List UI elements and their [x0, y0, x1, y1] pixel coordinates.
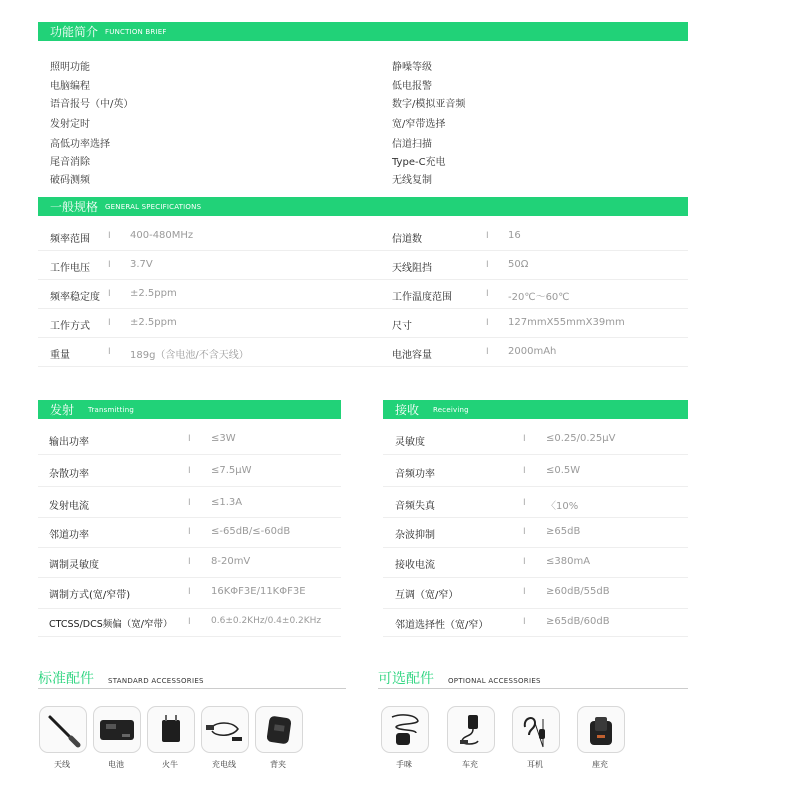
- spec-separator: I: [486, 318, 489, 328]
- accessory-caption: 充电线: [212, 760, 236, 769]
- standard-accessories-divider: [38, 688, 346, 689]
- rx-value: ≥60dB/55dB: [546, 586, 610, 597]
- feature-item: 破码测频: [50, 175, 90, 186]
- receiving-subtitle: Receiving: [433, 405, 469, 414]
- tx-label: 邻道功率: [49, 530, 89, 541]
- transmitting-header: [38, 400, 341, 419]
- spec-row: [38, 338, 688, 367]
- feature-item: 宽/窄带选择: [392, 119, 446, 130]
- car-charger-icon: [447, 706, 495, 753]
- spec-value: ±2.5ppm: [130, 317, 177, 328]
- general-specs-header: [38, 197, 688, 216]
- rx-value: ≥65dB/60dB: [546, 616, 610, 627]
- spec-label: 重量: [50, 350, 70, 361]
- spec-value: 16: [508, 230, 521, 241]
- rx-value: ≤380mA: [546, 556, 591, 567]
- tx-value: 0.6±0.2KHz/0.4±0.2KHz: [211, 616, 322, 626]
- feature-item: 数字/模拟亚音频: [392, 99, 466, 110]
- tx-label: 发射电流: [49, 501, 89, 512]
- spec-value: 50Ω: [508, 259, 529, 270]
- feature-item: Type-C充电: [392, 157, 446, 168]
- spec-label: 天线阻挡: [392, 263, 432, 274]
- feature-item: 信道扫描: [392, 139, 432, 150]
- optional-accessories-title: 可选配件: [378, 671, 434, 687]
- charger-adapter-icon: [147, 706, 195, 753]
- rx-label: 杂波抑制: [395, 530, 435, 541]
- tx-row: [38, 487, 341, 518]
- spec-value: 189g（含电池/不含天线）: [130, 350, 249, 361]
- tx-separator: I: [188, 498, 191, 508]
- accessory-caption: 座充: [592, 760, 608, 769]
- rx-label: 接收电流: [395, 560, 435, 571]
- accessory-caption: 耳机: [527, 760, 543, 769]
- spec-label: 尺寸: [392, 321, 412, 332]
- accessory-caption: 手咪: [396, 760, 412, 769]
- rx-row: [383, 424, 688, 455]
- rx-label: 邻道选择性（宽/窄）: [395, 620, 489, 631]
- optional-accessories-heading: [378, 668, 541, 688]
- spec-row: [38, 251, 688, 280]
- rx-label: 音频功率: [395, 469, 435, 480]
- tx-row: [38, 548, 341, 578]
- spec-separator: I: [486, 231, 489, 241]
- spec-row: [38, 280, 688, 309]
- tx-row: [38, 455, 341, 487]
- tx-value: ≤1.3A: [211, 497, 243, 508]
- spec-value: 127mmX55mmX39mm: [508, 317, 625, 328]
- antenna-icon: [39, 706, 87, 753]
- tx-label: 杂散功率: [49, 469, 89, 480]
- usb-cable-icon: [201, 706, 249, 753]
- battery-icon: [93, 706, 141, 753]
- rx-row: [383, 455, 688, 487]
- tx-separator: I: [188, 617, 191, 627]
- function-brief-subtitle: FUNCTION BRIEF: [105, 27, 167, 36]
- rx-row: [383, 609, 688, 637]
- rx-row: [383, 548, 688, 578]
- rx-separator: I: [523, 557, 526, 567]
- spec-value: 3.7V: [130, 259, 153, 270]
- tx-row: [38, 518, 341, 548]
- rx-label: 灵敏度: [395, 437, 425, 448]
- tx-separator: I: [188, 466, 191, 476]
- feature-item: 语音报号（中/英）: [50, 99, 134, 110]
- hand-mic-icon: [381, 706, 429, 753]
- tx-value: ≤-65dB/≤-60dB: [211, 526, 291, 537]
- transmitting-title: 发射: [50, 403, 75, 417]
- feature-item: 无线复制: [392, 175, 432, 186]
- accessory-caption: 背夹: [270, 760, 286, 769]
- receiving-header: [383, 400, 688, 419]
- accessory-caption: 车充: [462, 760, 478, 769]
- spec-label: 电池容量: [392, 350, 432, 361]
- function-brief-header: [38, 22, 688, 41]
- spec-label: 频率范围: [50, 234, 90, 245]
- spec-separator: I: [108, 347, 111, 357]
- earpiece-icon: [512, 706, 560, 753]
- accessory-caption: 火牛: [162, 760, 178, 769]
- rx-separator: I: [523, 587, 526, 597]
- spec-separator: I: [486, 289, 489, 299]
- rx-row: [383, 578, 688, 609]
- tx-label: 输出功率: [49, 437, 89, 448]
- tx-value: 8-20mV: [211, 556, 251, 567]
- spec-value: 400-480MHz: [130, 230, 194, 241]
- tx-value: ≤3W: [211, 433, 236, 444]
- receiving-title: 接收: [395, 403, 420, 417]
- spec-row: [38, 309, 688, 338]
- accessory-caption: 电池: [108, 760, 124, 769]
- tx-label: CTCSS/DCS频偏（宽/窄带）: [49, 619, 173, 630]
- standard-accessories-title: 标准配件: [38, 671, 94, 687]
- rx-separator: I: [523, 434, 526, 444]
- spec-row: [38, 222, 688, 251]
- spec-label: 信道数: [392, 234, 422, 245]
- rx-value: ≥65dB: [546, 526, 581, 537]
- spec-separator: I: [108, 289, 111, 299]
- rx-value: ≤0.5W: [546, 465, 581, 476]
- tx-separator: I: [188, 587, 191, 597]
- desktop-charger-icon: [577, 706, 625, 753]
- rx-label: 互调（宽/窄）: [395, 590, 459, 601]
- optional-accessories-subtitle: OPTIONAL ACCESSORIES: [448, 677, 541, 685]
- spec-separator: I: [486, 260, 489, 270]
- spec-label: 频率稳定度: [50, 292, 100, 303]
- general-specs-title: 一般规格: [50, 200, 99, 214]
- general-specs-subtitle: GENERAL SPECIFICATIONS: [105, 202, 202, 211]
- standard-accessories-heading: [38, 668, 204, 688]
- spec-value: -20℃～60℃: [508, 292, 570, 303]
- rx-separator: I: [523, 527, 526, 537]
- spec-separator: I: [486, 347, 489, 357]
- tx-separator: I: [188, 527, 191, 537]
- spec-label: 工作方式: [50, 321, 90, 332]
- belt-clip-icon: [255, 706, 303, 753]
- tx-separator: I: [188, 557, 191, 567]
- tx-label: 调制方式(宽/窄带): [49, 590, 131, 601]
- spec-value: ±2.5ppm: [130, 288, 177, 299]
- feature-item: 尾音消除: [50, 157, 90, 168]
- spec-separator: I: [108, 260, 111, 270]
- rx-row: [383, 518, 688, 548]
- feature-item: 低电报警: [392, 81, 432, 92]
- function-brief-title: 功能简介: [50, 25, 99, 39]
- feature-item: 照明功能: [50, 62, 90, 73]
- rx-label: 音频失真: [395, 501, 435, 512]
- tx-separator: I: [188, 434, 191, 444]
- spec-value: 2000mAh: [508, 346, 557, 357]
- rx-row: [383, 487, 688, 518]
- standard-accessories-subtitle: STANDARD ACCESSORIES: [108, 677, 204, 685]
- tx-row: [38, 609, 341, 637]
- tx-value: 16KΦF3E/11KΦF3E: [211, 586, 306, 597]
- feature-item: 电脑编程: [50, 81, 90, 92]
- accessory-caption: 天线: [54, 760, 70, 769]
- tx-row: [38, 424, 341, 455]
- transmitting-subtitle: Transmitting: [88, 405, 134, 414]
- tx-row: [38, 578, 341, 609]
- spec-separator: I: [108, 318, 111, 328]
- optional-accessories-divider: [378, 688, 688, 689]
- rx-value: ≤0.25/0.25μV: [546, 433, 616, 444]
- spec-label: 工作温度范围: [392, 292, 452, 303]
- rx-separator: I: [523, 498, 526, 508]
- feature-item: 发射定时: [50, 119, 90, 130]
- rx-separator: I: [523, 617, 526, 627]
- tx-label: 调制灵敏度: [49, 560, 99, 571]
- rx-separator: I: [523, 466, 526, 476]
- tx-value: ≤7.5μW: [211, 465, 252, 476]
- spec-label: 工作电压: [50, 263, 90, 274]
- spec-separator: I: [108, 231, 111, 241]
- feature-item: 高低功率选择: [50, 139, 110, 150]
- rx-value: 〈10%: [546, 501, 579, 512]
- feature-item: 静噪等级: [392, 62, 432, 73]
